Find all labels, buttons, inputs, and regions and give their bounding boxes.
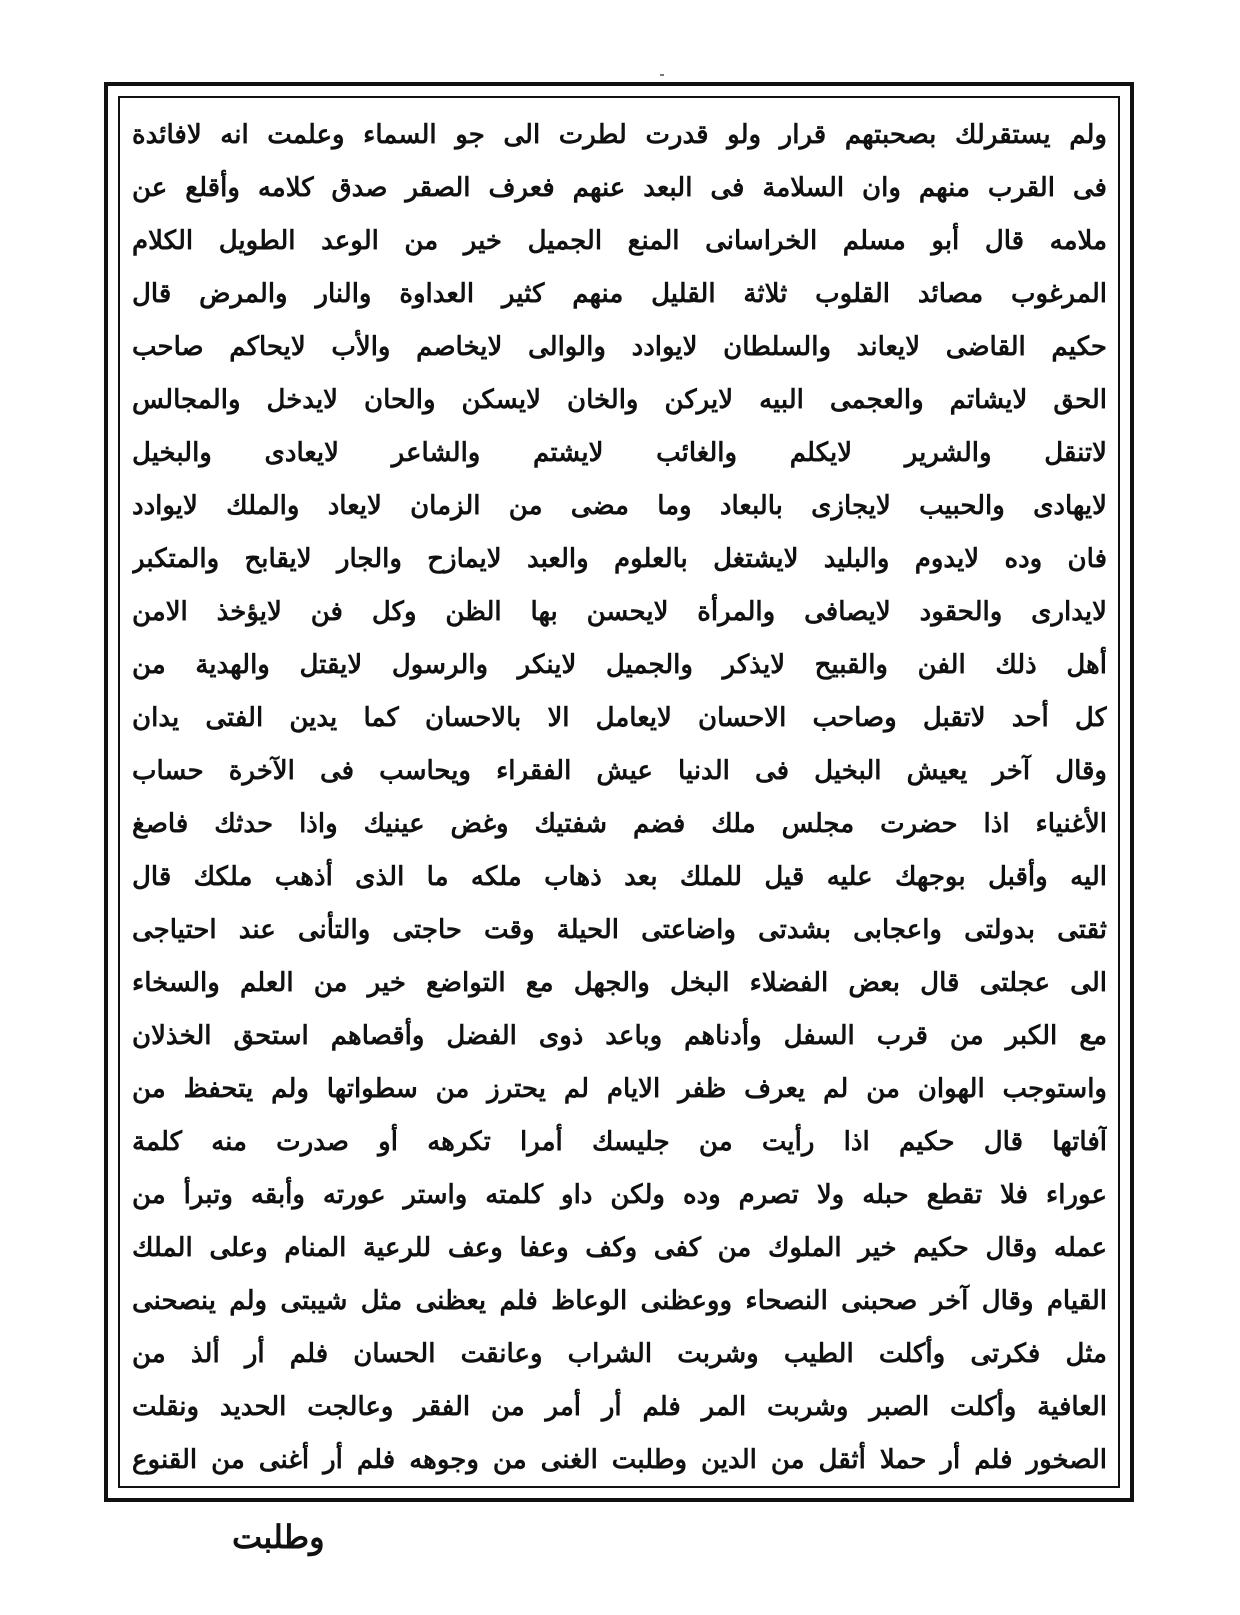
text-line: العافية وأكلت الصبر وشربت المر فلم أر أمر من الفقر وعالجت الحديد ونقلت [132,1392,1107,1422]
text-line: لايهادى والحبيب لايجازى بالبعاد وما مضى من الزمان لايعاد والملك لايوادد [132,491,1107,521]
page-mark [660,74,664,76]
text-line: لايدارى والحقود لايصافى والمرأة لايحسن بها الظن وكل فن لايؤخذ الامن [132,597,1107,627]
text-line: فى القرب منهم وان السلامة فى البعد عنهم فعرف الصقر صدق كلامه وأقلع عن [132,173,1107,203]
text-line: الأغنياء اذا حضرت مجلس ملك فضم شفتيك وغض عينيك واذا حدثك فاصغ [132,809,1107,839]
text-line: ملامه قال أبو مسلم الخراسانى المنع الجميل خير من الوعد الطويل الكلام [132,226,1107,256]
text-line: اليه وأقبل بوجهك عليه قيل للملك بعد ذهاب ملكه ما الذى أذهب ملكك قال [132,862,1107,892]
text-line: القيام وقال آخر صحبنى النصحاء ووعظنى الوعاظ فلم يعظنى مثل شيبتى ولم ينصحنى [132,1286,1107,1316]
text-line: أهل ذلك الفن والقبيح لايذكر والجميل لاينكر والرسول لايقتل والهدية من [132,650,1107,680]
text-line: واستوجب الهوان من لم يعرف ظفر الايام لم يحترز من سطواتها ولم يتحفظ من [132,1074,1107,1104]
text-line: الحق لايشاتم والعجمى البيه لايركن والخان لايسكن والحان لايدخل والمجالس [132,385,1107,415]
main-text-block [132,110,1107,1488]
text-line: وقال آخر يعيش البخيل فى الدنيا عيش الفقراء ويحاسب فى الآخرة حساب [132,756,1107,786]
text-line: آفاتها قال حكيم اذا رأيت من جليسك أمرا تكرهه أو صدرت منه كلمة [132,1127,1107,1157]
text-line: ثقتى بدولتى واعجابى بشدتى واضاعتى الحيلة وقت حاجتى والتأنى عند احتياجى [132,915,1107,945]
text-line: عوراء فلا تقطع حبله ولا تصرم وده ولكن داو كلمته واستر عورته وأبقه وتبرأ من [132,1180,1107,1210]
text-line: لاتنقل والشرير لايكلم والغائب لايشتم والشاعر لايعادى والبخيل [132,438,1107,468]
text-line: كل أحد لاتقبل وصاحب الاحسان لايعامل الا بالاحسان كما يدين الفتى يدان [132,703,1107,733]
text-line: مع الكبر من قرب السفل وأدناهم وباعد ذوى الفضل وأقصاهم استحق الخذلان [132,1021,1107,1051]
text-line: المرغوب مصائد القلوب ثلاثة القليل منهم كثير العداوة والنار والمرض قال [132,279,1107,309]
text-line: ولم يستقرلك بصحبتهم قرار ولو قدرت لطرت الى جو السماء وعلمت انه لافائدة [132,120,1107,150]
text-line: عمله وقال حكيم خير الملوك من كفى وكف وعفا وعف للرعية المنام وعلى الملك [132,1233,1107,1263]
text-line: الى عجلتى قال بعض الفضلاء البخل والجهل مع التواضع خير من العلم والسخاء [132,968,1107,998]
text-line: فان وده لايدوم والبليد لايشتغل بالعلوم والعبد لايمازح والجار لايقابح والمتكبر [132,544,1107,574]
text-line: حكيم القاضى لايعاند والسلطان لايوادد والوالى لايخاصم والأب لايحاكم صاحب [132,332,1107,362]
text-line: الصخور فلم أر حملا أثقل من الدين وطلبت الغنى من وجوهه فلم أر أغنى من القنوع [132,1445,1107,1475]
catchword: وطلبت [232,1518,325,1556]
text-line: مثل فكرتى وأكلت الطيب وشربت الشراب وعانقت الحسان فلم أر ألذ من [132,1339,1107,1369]
